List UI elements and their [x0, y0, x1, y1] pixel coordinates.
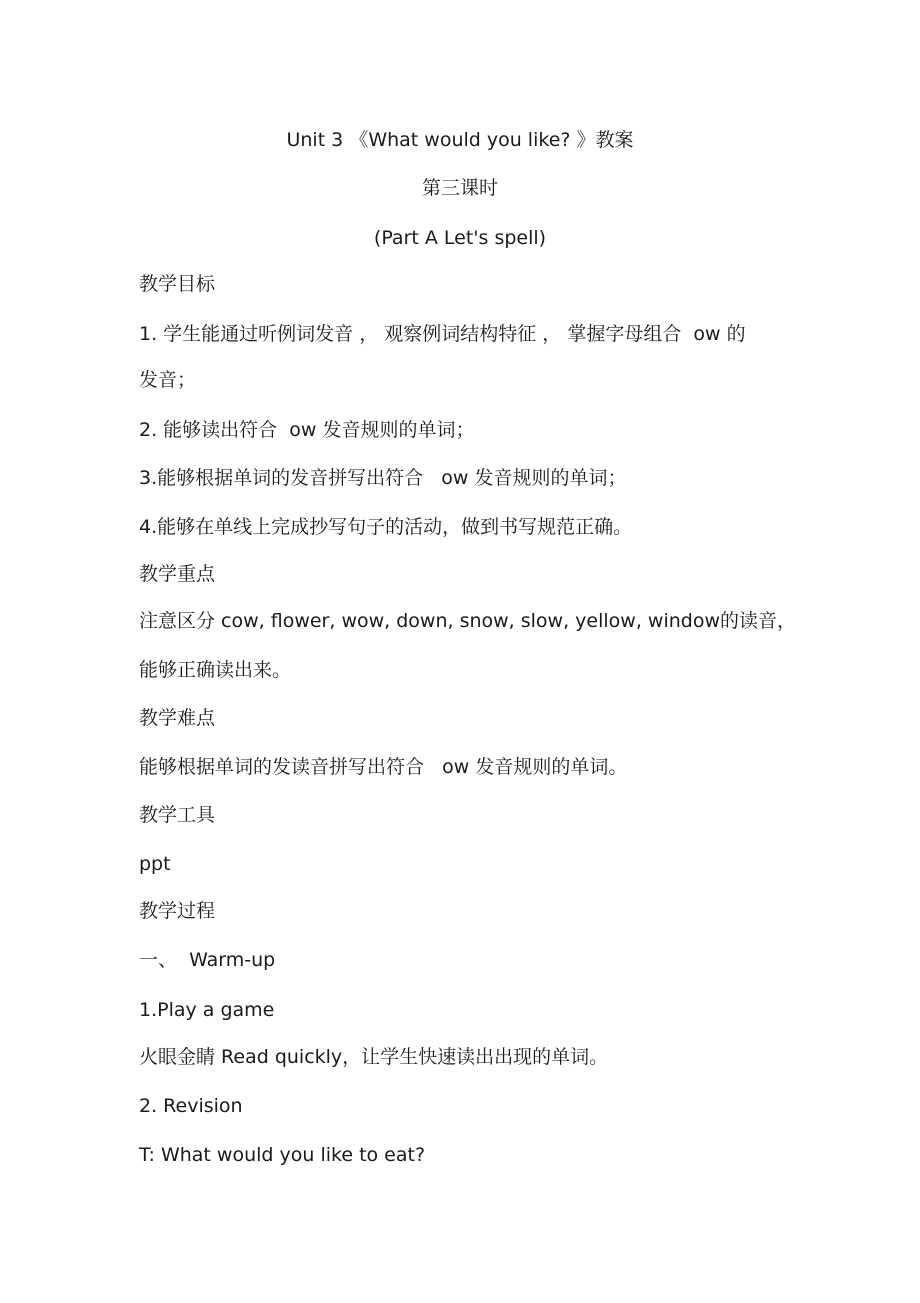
heading-objectives: 教学目标 [139, 273, 216, 295]
objective-4: 4.能够在单线上完成抄写句子的活动，做到书写规范正确。 [139, 516, 633, 538]
objective-2: 2. 能够读出符合 ow 发音规则的单词； [139, 419, 475, 441]
objective-1: 1. 学生能通过听例词发音 ， 观察例词结构特征 ， 掌握字母组合 ow 的 [139, 323, 746, 345]
key-point-text: 注意区分 cow, flower, wow, down, snow, slow, yellow, window的读音， [139, 610, 796, 632]
step-revision: 2. Revision [139, 1095, 243, 1117]
objective-1-cont: 发音； [139, 369, 197, 391]
heading-difficulties: 教学难点 [139, 707, 216, 729]
objective-3: 3.能够根据单词的发音拼写出符合 ow 发音规则的单词； [139, 467, 627, 489]
heading-process: 教学过程 [139, 900, 216, 922]
teacher-question: T: What would you like to eat? [139, 1144, 426, 1166]
heading-tools: 教学工具 [139, 804, 216, 826]
section-warm-up: 一、 Warm-up [139, 949, 276, 971]
part-label: (Part A Let's spell) [373, 227, 547, 249]
lesson-number: 第三课时 [421, 177, 498, 199]
tools-text: ppt [139, 853, 171, 875]
game-description: 火眼金睛 Read quickly，让学生快速读出出现的单词。 [139, 1046, 609, 1068]
heading-key-points: 教学重点 [139, 563, 216, 585]
difficulty-text: 能够根据单词的发读音拼写出符合 ow 发音规则的单词。 [139, 756, 628, 778]
document-title: Unit 3 《What would you like? 》教案 [286, 129, 634, 151]
step-play-game: 1.Play a game [139, 999, 275, 1021]
key-point-text-cont: 能够正确读出来。 [139, 659, 292, 681]
